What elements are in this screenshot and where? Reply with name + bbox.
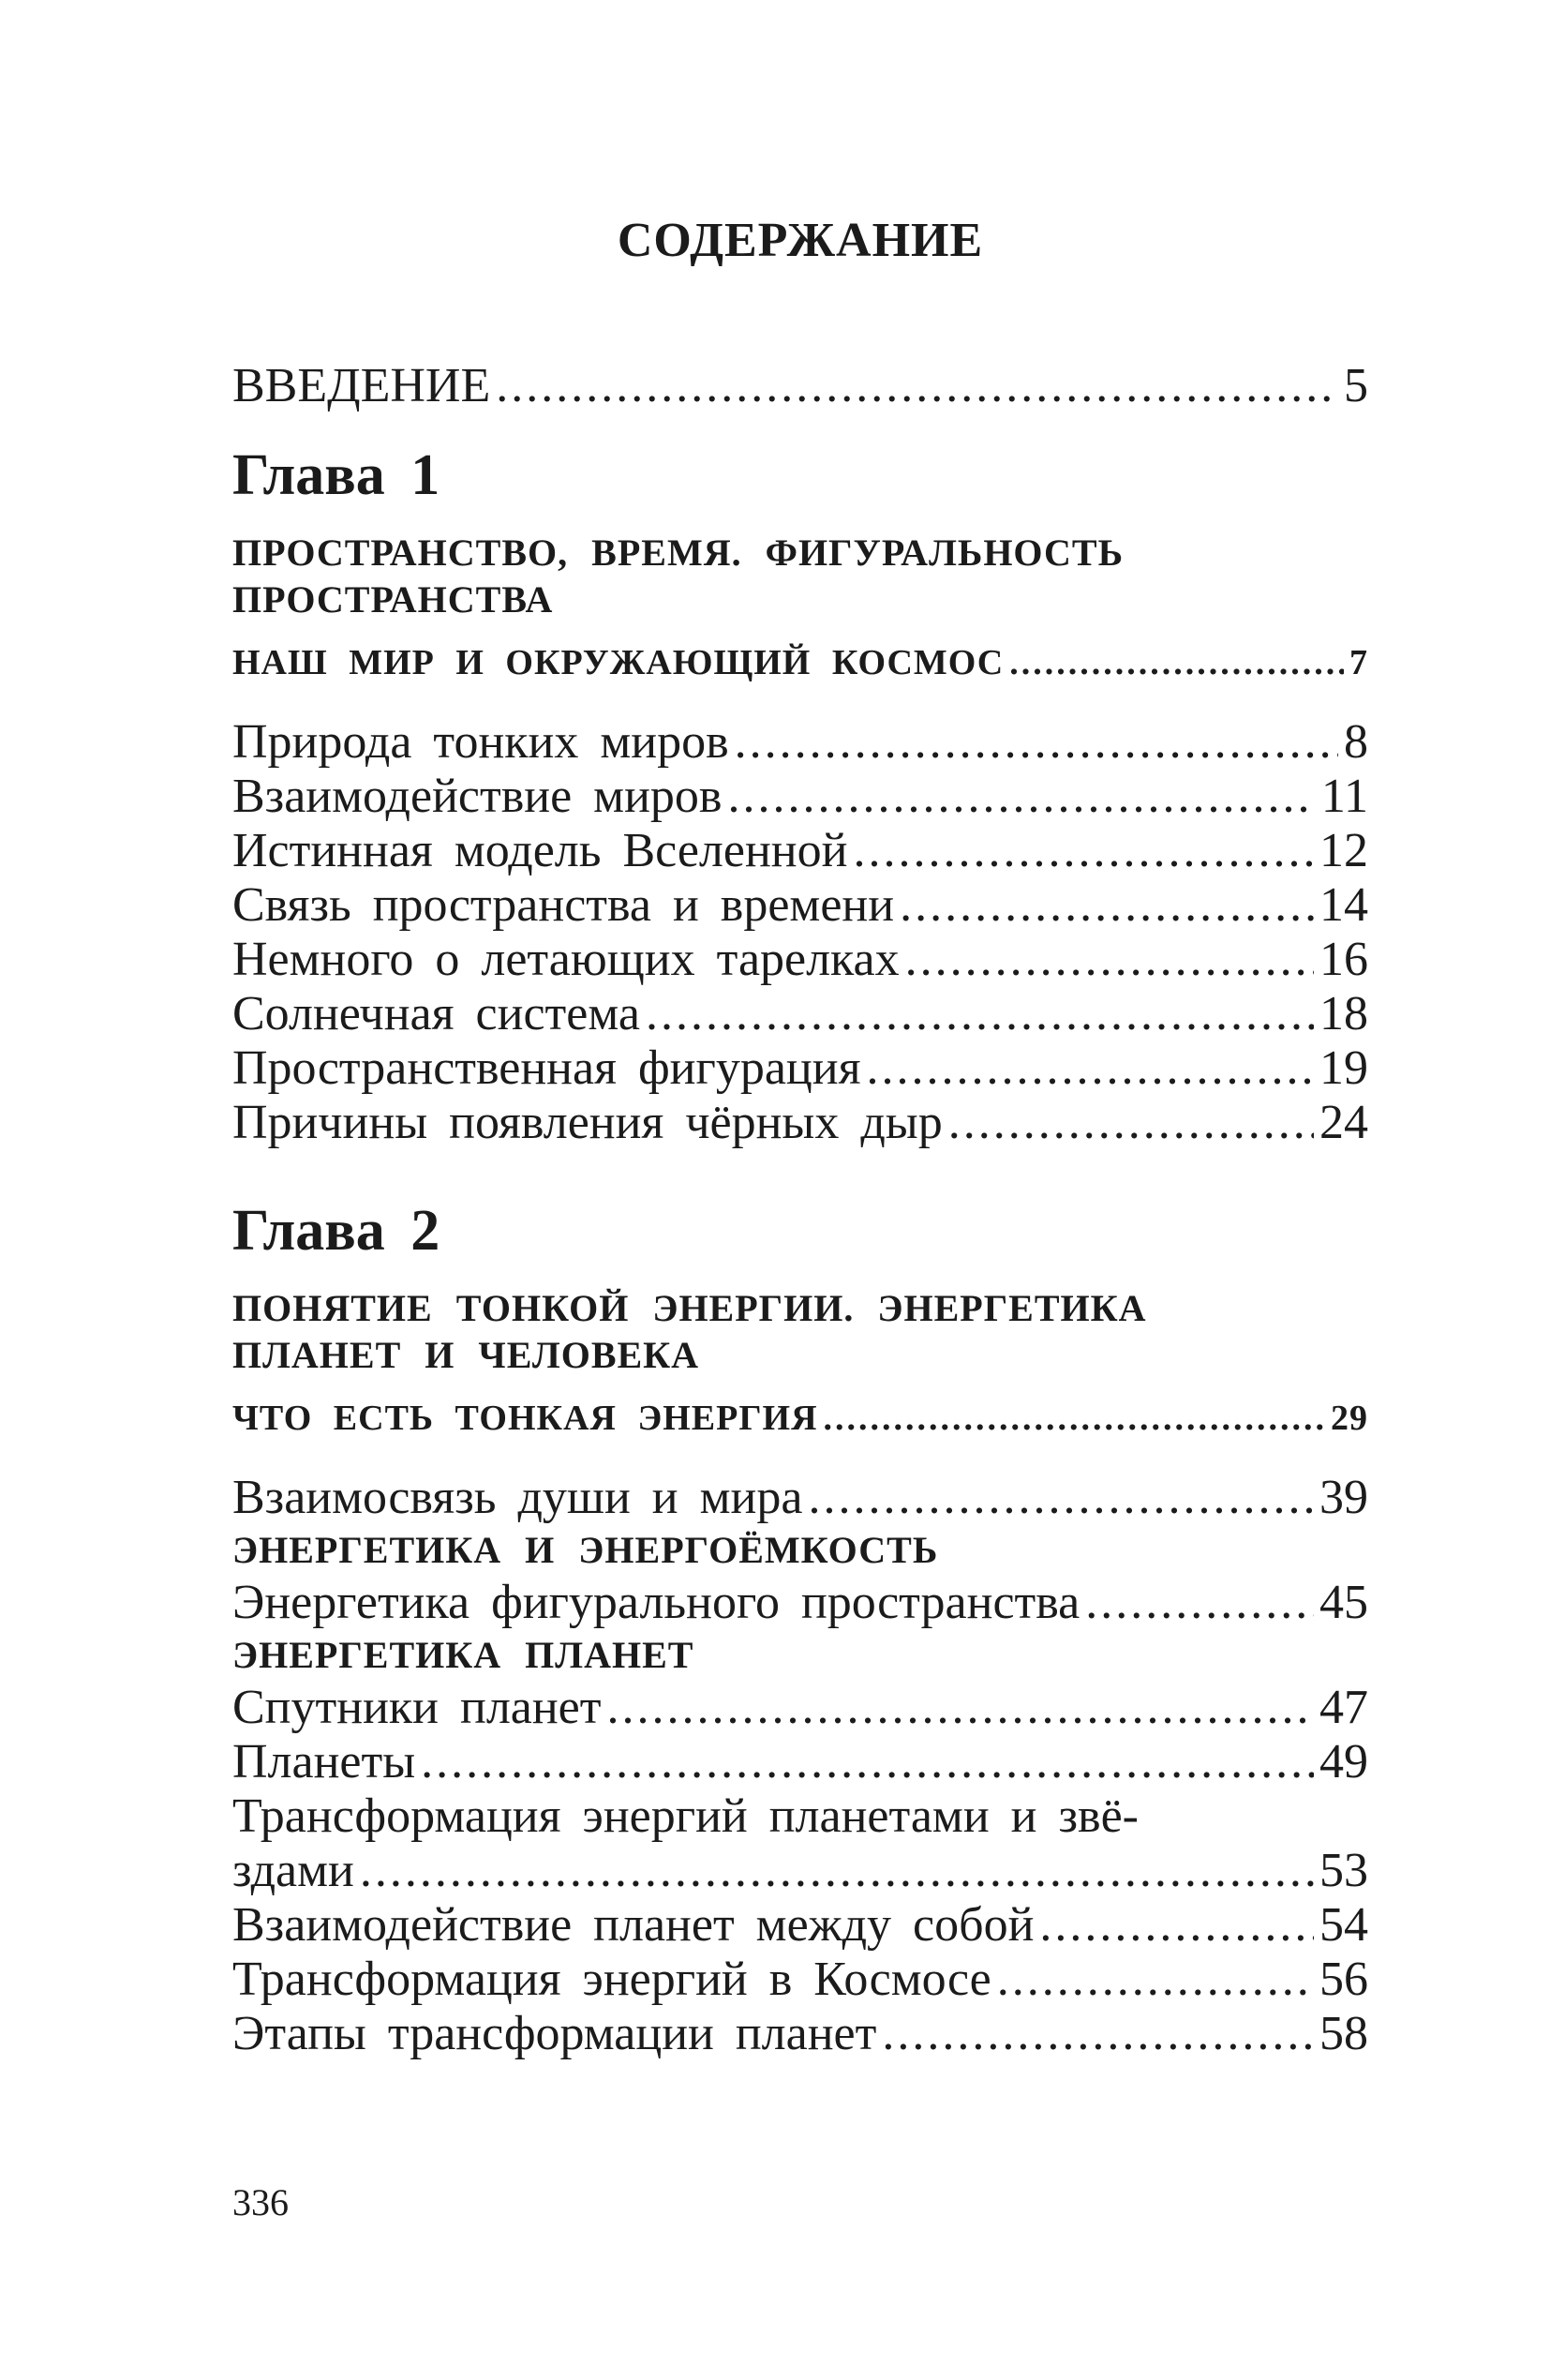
book-page <box>232 0 1368 2380</box>
toc-entry-title: Планеты <box>232 1735 416 1789</box>
toc-entry-wrapped-line1: Трансформация энергий планетами и звё- <box>232 1789 1139 1843</box>
dot-leader <box>727 770 1315 824</box>
toc-entry <box>232 933 1368 987</box>
toc-entry-title: Этапы трансформации планет <box>232 2007 877 2060</box>
toc-entry <box>232 1041 1368 1096</box>
toc-entry-page: 8 <box>1344 715 1368 769</box>
toc-entry-page: 19 <box>1319 1041 1368 1095</box>
chapter-1-title-line2: ПРОСТРАНСТВА <box>232 578 554 621</box>
toc-entry <box>232 715 1368 770</box>
toc-entry-title: Солнечная система <box>232 987 640 1040</box>
toc-entry-page: 39 <box>1319 1471 1368 1524</box>
dot-leader <box>824 1390 1325 1446</box>
toc-entry <box>232 2007 1368 2061</box>
dot-leader <box>997 1953 1314 2007</box>
toc-entry-title: Взаимодействие миров <box>232 770 723 823</box>
toc-entry-page: 53 <box>1319 1844 1368 1897</box>
chapter-2-title-line1: ПОНЯТИЕ ТОНКОЙ ЭНЕРГИИ. ЭНЕРГЕТИКА <box>232 1287 1147 1329</box>
toc-entry-page: 58 <box>1319 2007 1368 2060</box>
toc-entry-page: 16 <box>1319 933 1368 986</box>
dot-leader <box>867 1041 1315 1096</box>
dot-leader <box>606 1681 1314 1735</box>
dot-leader <box>905 933 1314 987</box>
toc-entry-page: 54 <box>1319 1898 1368 1952</box>
toc-entry-title: ЧТО ЕСТЬ ТОНКАЯ ЭНЕРГИЯ <box>232 1399 818 1438</box>
table-of-contents <box>232 352 1368 2061</box>
toc-entry <box>232 878 1368 933</box>
dot-leader <box>646 987 1314 1041</box>
toc-entry-page: 56 <box>1319 1953 1368 2006</box>
dot-leader <box>900 878 1314 933</box>
toc-entry <box>232 770 1368 824</box>
dot-leader <box>1085 1576 1314 1630</box>
toc-entry-wrapped-line2 <box>232 1844 1368 1898</box>
chapter-1-heading: Глава 1 <box>232 443 440 507</box>
toc-entry-title: Связь пространства и времени <box>232 878 895 932</box>
toc-entry-title: Взаимодействие планет между собой <box>232 1898 1035 1952</box>
dot-leader <box>853 824 1314 878</box>
toc-entry-page: 7 <box>1349 643 1368 682</box>
toc-entry-page: 14 <box>1319 878 1368 932</box>
page-title: СОДЕРЖАНИЕ <box>617 214 984 267</box>
toc-entry <box>232 1471 1368 1525</box>
toc-entry-page: 29 <box>1331 1399 1368 1438</box>
dot-leader <box>496 352 1338 421</box>
toc-entry-title: Истинная модель Вселенной <box>232 824 848 877</box>
page-number: 336 <box>232 2181 289 2223</box>
toc-entry <box>232 987 1368 1041</box>
toc-entry <box>232 1576 1368 1630</box>
toc-entry <box>232 1898 1368 1953</box>
toc-entry-title: Причины появления чёрных дыр <box>232 1096 943 1149</box>
dot-leader <box>948 1096 1314 1150</box>
toc-entry-page: 18 <box>1319 987 1368 1040</box>
toc-entry-page: 49 <box>1319 1735 1368 1789</box>
toc-entry-title: Взаимосвязь души и мира <box>232 1471 803 1524</box>
toc-entry-page: 47 <box>1319 1681 1368 1734</box>
toc-entry <box>232 824 1368 878</box>
section-heading-planets: ЭНЕРГЕТИКА ПЛАНЕТ <box>232 1634 694 1676</box>
toc-entry-title: Немного о летающих тарелках <box>232 933 900 986</box>
dot-leader <box>1039 1898 1314 1953</box>
toc-subsection-our-world <box>232 635 1368 691</box>
toc-entry-title: Энергетика фигурального пространства <box>232 1576 1081 1629</box>
toc-entry-title: здами <box>232 1844 354 1897</box>
toc-entry <box>232 1953 1368 2007</box>
toc-entry-page: 11 <box>1320 770 1368 823</box>
toc-entry <box>232 1096 1368 1150</box>
dot-leader <box>808 1471 1314 1525</box>
toc-entry-title: ВВЕДЕНИЕ <box>232 359 491 412</box>
toc-entry-title: Трансформация энергий в Космосе <box>232 1953 991 2006</box>
toc-entry-page: 45 <box>1319 1576 1368 1629</box>
chapter-2-heading: Глава 2 <box>232 1199 440 1263</box>
toc-entry-page: 24 <box>1319 1096 1368 1149</box>
dot-leader <box>735 715 1338 770</box>
toc-entry <box>232 1735 1368 1789</box>
dot-leader <box>360 1844 1314 1898</box>
toc-entry-title: НАШ МИР И ОКРУЖАЮЩИЙ КОСМОС <box>232 643 1005 682</box>
chapter-1-title-line1: ПРОСТРАНСТВО, ВРЕМЯ. ФИГУРАЛЬНОСТЬ <box>232 531 1125 574</box>
toc-entry-page: 12 <box>1319 824 1368 877</box>
chapter-2-title-line2: ПЛАНЕТ И ЧЕЛОВЕКА <box>232 1334 700 1376</box>
toc-entry-intro <box>232 352 1368 421</box>
dot-leader <box>1009 635 1344 691</box>
dot-leader <box>421 1735 1314 1789</box>
toc-entry-title: Природа тонких миров <box>232 715 729 769</box>
section-heading-energy: ЭНЕРГЕТИКА И ЭНЕРГОЁМКОСТЬ <box>232 1529 939 1571</box>
toc-entry-title: Спутники планет <box>232 1681 602 1734</box>
toc-entry-page: 5 <box>1344 359 1368 412</box>
toc-subsection-subtle-energy <box>232 1390 1368 1446</box>
dot-leader <box>882 2007 1314 2061</box>
toc-entry-title: Пространственная фигурация <box>232 1041 861 1095</box>
toc-entry <box>232 1681 1368 1735</box>
